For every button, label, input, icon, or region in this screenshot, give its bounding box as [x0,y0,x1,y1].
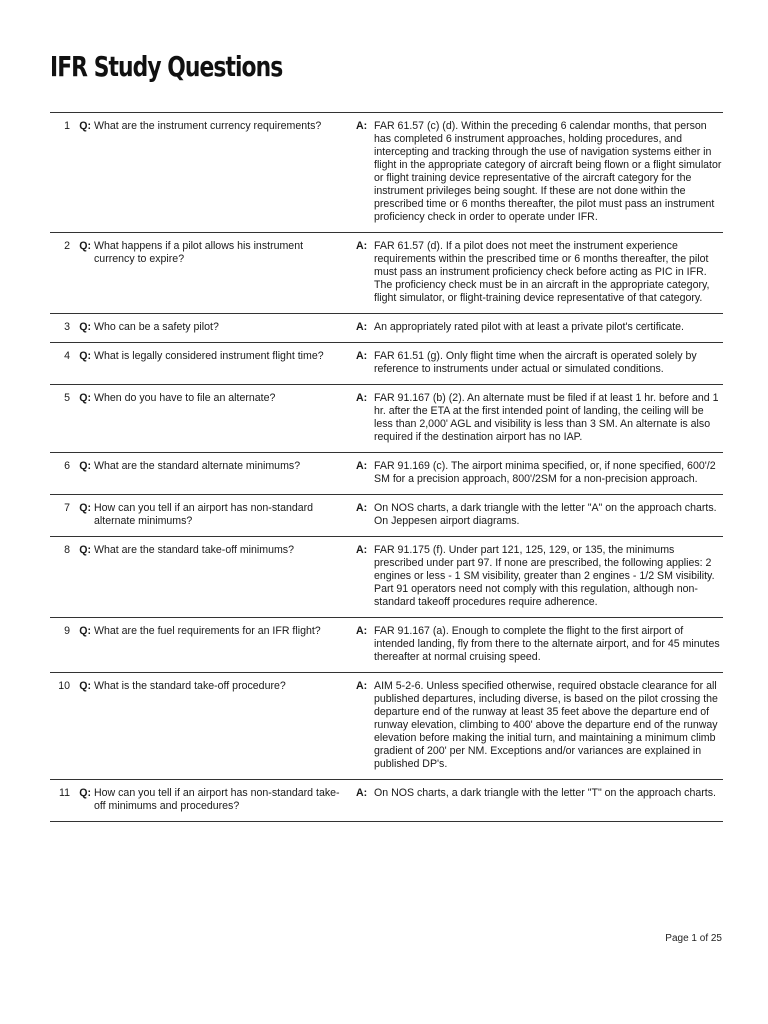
question-label: Q: [79,544,91,556]
answer-label: A: [356,787,368,799]
answer-label: A: [356,460,368,472]
answer-label: A: [356,502,368,514]
answer-text: FAR 91.167 (a). Enough to complete the flight to the first airport of intended landing, fly from there to the alternate airport, and for 45 minutes thereafter at normal cruising speed. [374,625,720,663]
qa-row [50,537,723,618]
qa-row [50,385,723,453]
qa-row [50,343,723,385]
answer-text: FAR 91.169 (c). The airport minima specified, or, if none specified, 600'/2 SM for a precision approach, 800'/2SM for a non-precision approach. [374,460,716,485]
question-label: Q: [79,120,91,132]
question-label: Q: [79,502,91,514]
question-text: What happens if a pilot allows his instrument currency to expire? [94,240,304,265]
answer-text: On NOS charts, a dark triangle with the letter "A" on the approach charts. On Jeppesen airport diagrams. [374,502,717,527]
answer-label: A: [356,350,368,362]
qa-list [50,112,723,822]
answer-label: A: [356,321,368,333]
question-text: What are the standard take-off minimums? [94,544,294,556]
question-label: Q: [79,350,91,362]
question-number: 9 [64,625,70,637]
question-text: What is legally considered instrument flight time? [94,350,324,362]
question-label: Q: [79,787,91,799]
question-label: Q: [79,680,91,692]
qa-row [50,113,723,233]
answer-text: FAR 61.51 (g). Only flight time when the aircraft is operated solely by reference to instruments under actual or simulated conditions. [374,350,697,375]
question-number: 6 [64,460,70,472]
qa-row [50,780,723,822]
answer-label: A: [356,240,368,252]
question-number: 5 [64,392,70,404]
answer-text: An appropriately rated pilot with at least a private pilot's certificate. [374,321,684,333]
answer-text: FAR 61.57 (c) (d). Within the preceding 6 calendar months, that person has completed 6 instrument approaches, holding procedures, and intercepting and tracking through the use of navigation systems either in flight in the appropriate category of aircraft being flown or a flight simulator or flight training device representative of the aircraft category for the instrument privileges being sought. If these are not done within the prescribed time or 6 months thereafter, the pilot must pass an instrument proficiency check in order to operate under IFR. [374,120,722,223]
question-number: 7 [64,502,70,514]
question-number: 11 [59,787,70,799]
question-text: How can you tell if an airport has non-standard take-off minimums and procedures? [94,787,340,812]
question-label: Q: [79,392,91,404]
question-text: What are the fuel requirements for an IFR flight? [94,625,321,637]
question-text: What are the standard alternate minimums? [94,460,301,472]
question-text: What are the instrument currency requirements? [94,120,322,132]
answer-text: FAR 91.175 (f). Under part 121, 125, 129, or 135, the minimums prescribed under part 97. If none are prescribed, the following applies: 2 engines or less - 1 SM visibility, greater than 2 engines - 1/2 SM visibility. Part 91 operators need not comply with this regulation, although non-standard takeoff procedures require adherence. [374,544,715,608]
qa-row [50,233,723,314]
question-number: 1 [64,120,70,132]
question-number: 8 [64,544,70,556]
answer-text: FAR 91.167 (b) (2). An alternate must be filed if at least 1 hr. before and 1 hr. after the ETA at the first intended point of landing, the ceiling will be less than 2,000' AGL and visibility is less than 3 SM. An alternate is also required if the destination airport has no IAP. [374,392,719,443]
qa-row [50,314,723,343]
answer-text: AIM 5-2-6. Unless specified otherwise, required obstacle clearance for all published departures, including diverse, is based on the pilot crossing the departure end of the runway at least 35 feet above the departure end of runway elevation, climbing to 400' above the departure end of the runway elevation before making the initial turn, and maintaining a minimum climb gradient of 200' per NM. Exceptions and/or variances are explained in published DP's. [374,680,718,770]
question-text: When do you have to file an alternate? [94,392,276,404]
question-text: Who can be a safety pilot? [94,321,219,333]
answer-label: A: [356,625,368,637]
question-label: Q: [79,460,91,472]
question-text: What is the standard take-off procedure? [94,680,286,692]
question-number: 4 [64,350,70,362]
answer-label: A: [356,544,368,556]
answer-label: A: [356,680,368,692]
question-number: 10 [58,680,70,692]
answer-text: FAR 61.57 (d). If a pilot does not meet the instrument experience requirements within the prescribed time or 6 months thereafter, the pilot must pass an instrument proficiency check before acting as PIC in IFR. The proficiency check must be in an aircraft in the appropriate category, flight simulator, or flight-training device representative of that category. [374,240,710,304]
question-text: How can you tell if an airport has non-standard alternate minimums? [94,502,314,527]
question-label: Q: [79,321,91,333]
question-label: Q: [79,240,91,252]
page-title: IFR Study Questions [50,50,283,83]
qa-row [50,618,723,673]
question-number: 2 [64,240,70,252]
question-label: Q: [79,625,91,637]
answer-text: On NOS charts, a dark triangle with the letter "T" on the approach charts. [374,787,716,799]
qa-row [50,453,723,495]
answer-label: A: [356,392,368,404]
answer-label: A: [356,120,368,132]
page-number: Page 1 of 25 [665,933,722,944]
qa-row [50,673,723,780]
question-number: 3 [64,321,70,333]
qa-row [50,495,723,537]
